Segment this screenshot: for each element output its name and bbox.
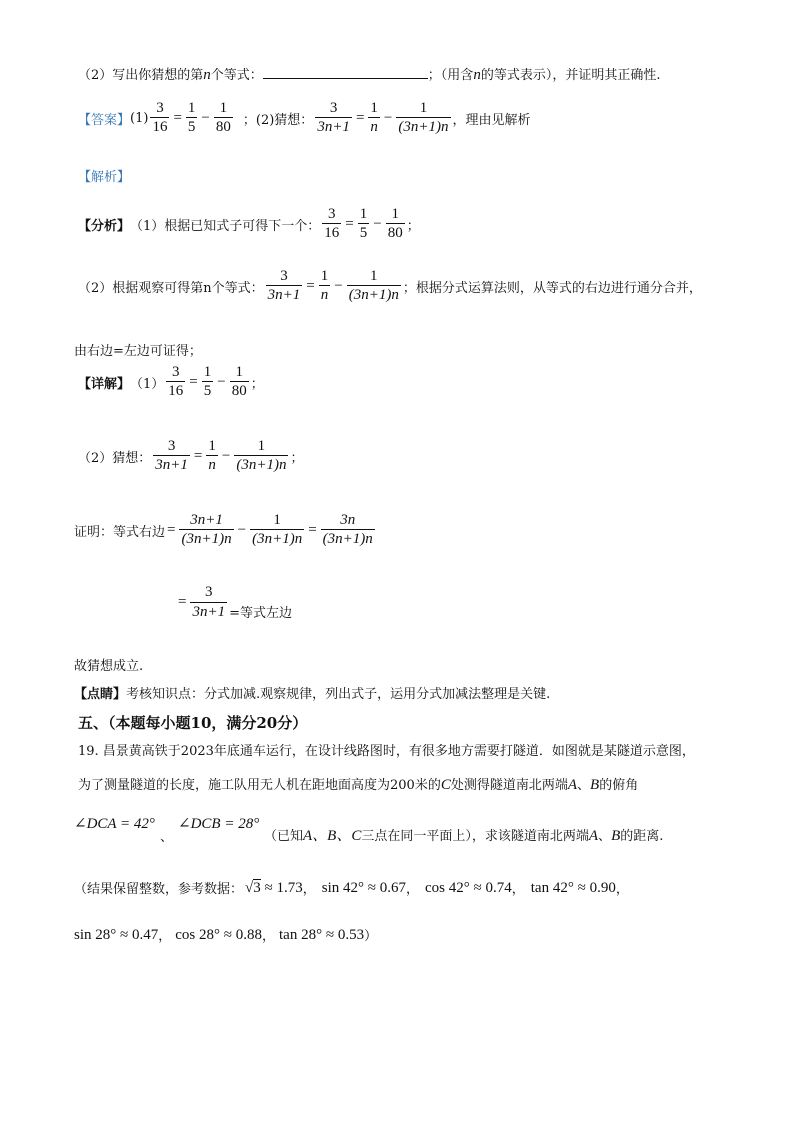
- fenxi-tag: 【分析】: [78, 218, 131, 234]
- cos28-value: cos 28° ≈ 0.88: [175, 927, 262, 943]
- sqrt3-value: √3 ≈ 1.73: [245, 880, 303, 896]
- xiangjie-line-2: [78, 438, 303, 474]
- proof-eq: = $\frac{3n+1}{(3n+1)n}$ − $\frac{1}{(3n+1)n}$ = $\frac{3n}{(3n+1)n}$: [167, 512, 373, 548]
- q19-line3a: （已知: [264, 829, 304, 844]
- point-a-2: A: [588, 828, 599, 844]
- xiangjie-tag: 【详解】: [78, 376, 131, 392]
- section-heading: 五、（本题每小题10，满分20分）: [78, 714, 308, 732]
- fenxi-line-3: 由右边=左边可证得；: [74, 344, 202, 359]
- q2-prompt-text-1: （2）写出你猜想的第: [78, 68, 204, 83]
- q19-line2a: 为了测量隧道的长度，施工队用无人机在距地面高度为200米的: [78, 778, 441, 793]
- answer-tail: ，理由见解析: [452, 112, 531, 128]
- fenxi-eq-1: $\frac{3}{16}$ = $\frac{1}{5}$ − $\frac{1}{80}$: [324, 206, 403, 242]
- dianjing-line: [74, 683, 550, 702]
- answer-eq-1: $\frac{3}{16}$ = $\frac{1}{5}$ − $\frac{1}{80}$: [152, 100, 231, 136]
- ref-data-suffix: ）: [364, 929, 378, 944]
- comma-1: ，: [302, 882, 316, 897]
- fenxi-text-2: （2）根据观察可得第n个等式：: [78, 280, 264, 296]
- q19-line-3b: [160, 826, 173, 845]
- q19-line3c: 的距离.: [620, 829, 664, 844]
- q2-prompt-text-4: 的等式表示），并证明其正确性.: [480, 68, 661, 83]
- proof-line: [74, 512, 377, 548]
- var-n-2: n: [473, 67, 481, 83]
- fenxi-text-2b: ；根据分式运算法则，从等式的右边进行通分合并，: [402, 280, 702, 296]
- proof-line-2: [176, 584, 292, 621]
- ref-data-line-1: [74, 878, 629, 897]
- fenxi-line-1: [78, 206, 420, 242]
- fenxi-eq-2: $\frac{3}{3n+1}$ = $\frac{1}{n}$ − $\frac{1}{(3n+1)n}$: [267, 268, 399, 304]
- xiangjie-semi-1: ；: [250, 376, 264, 392]
- answer-eq-2: $\frac{3}{3n+1}$ = $\frac{1}{n}$ − $\frac{1}{(3n+1)n}$: [317, 100, 449, 136]
- answer-line: [78, 100, 531, 136]
- q19-line-2: [78, 774, 638, 794]
- answer-blank[interactable]: [263, 66, 428, 79]
- q19-line-3d: [264, 824, 663, 845]
- point-c: C: [440, 777, 451, 793]
- point-b-2: B: [611, 828, 621, 844]
- xiangjie-semi-2: ；: [290, 450, 304, 466]
- var-n: n: [203, 67, 211, 83]
- sin42-value: sin 42° ≈ 0.67: [321, 880, 406, 896]
- dianjing-tag: 【点睛】: [74, 687, 127, 702]
- dianjing-text: 考核知识点：分式加减.观察规律，列出式子，运用分式加减法整理是关键.: [126, 687, 551, 702]
- fenxi-line-2: [78, 268, 702, 304]
- xiangjie-eq-2: $\frac{3}{3n+1}$ = $\frac{1}{n}$ − $\frac{1}{(3n+1)n}$: [155, 438, 287, 474]
- q19-line-3c: [178, 814, 259, 833]
- ref-data-prefix: （结果保留整数，参考数据：: [74, 882, 244, 897]
- fenxi-text-1: （1）根据已知式子可得下一个：: [130, 218, 321, 234]
- analysis-tag: 【解析】: [78, 170, 131, 185]
- point-a: A: [567, 777, 578, 793]
- points-abc: A、B、C: [303, 828, 362, 844]
- q19-sep: 、: [577, 778, 591, 793]
- angle-dca: ∠DCA = 42°: [74, 816, 155, 832]
- fenxi-semi: ；: [406, 218, 420, 234]
- answer-sep: ；: [242, 112, 256, 128]
- comma-5: ，: [158, 929, 172, 944]
- tan42-value: tan 42° ≈ 0.90: [530, 880, 616, 896]
- angle-dcb: ∠DCB = 28°: [178, 816, 260, 832]
- comma-6: ，: [262, 929, 276, 944]
- q19-sep-2: 、: [598, 829, 612, 844]
- q2-prompt-text-3: ；（用含: [427, 68, 474, 83]
- answer-part2-label: (2)猜想：: [255, 112, 314, 128]
- cos42-value: cos 42° ≈ 0.74: [425, 880, 512, 896]
- comma-3: ，: [511, 882, 525, 897]
- xiangjie-line-1: [78, 364, 264, 400]
- sin28-value: sin 28° ≈ 0.47: [74, 927, 159, 943]
- answer-part1-label: (1): [130, 110, 149, 126]
- comma-2: ，: [406, 882, 420, 897]
- answer-tag: 【答案】: [78, 112, 131, 128]
- comma-4: ，: [615, 882, 629, 897]
- conclusion: 故猜想成立.: [74, 659, 144, 674]
- tan28-value: tan 28° ≈ 0.53: [279, 927, 365, 943]
- q19-line2c: 的俯角: [599, 778, 639, 793]
- point-b: B: [590, 777, 600, 793]
- q19-line3b: 三点在同一平面上），求该隧道南北两端: [361, 829, 589, 844]
- q19-line-3: [74, 814, 155, 833]
- proof-tail: =等式左边: [229, 606, 292, 621]
- xiangjie-eq-1: $\frac{3}{16}$ = $\frac{1}{5}$ − $\frac{1}{80}$: [168, 364, 247, 400]
- proof-eq-2: = $\frac{3}{3n+1}$: [178, 584, 226, 620]
- q2-prompt: [78, 64, 660, 84]
- q19-line2b: 处测得隧道南北两端: [450, 778, 568, 793]
- xiangjie-part1: （1）: [130, 376, 165, 392]
- proof-label: 证明：等式右边: [74, 524, 166, 540]
- xiangjie-part2: （2）猜想：: [78, 450, 152, 466]
- angle-sep: 、: [160, 830, 174, 845]
- q19-line-1: 19. 昌景黄高铁于2023年底通车运行，在设计线路图时，有很多地方需要打隧道．如图就是某隧道示意图，: [78, 744, 695, 759]
- ref-data-line-2: [74, 925, 377, 944]
- q2-prompt-text-2: 个等式：: [210, 68, 263, 83]
